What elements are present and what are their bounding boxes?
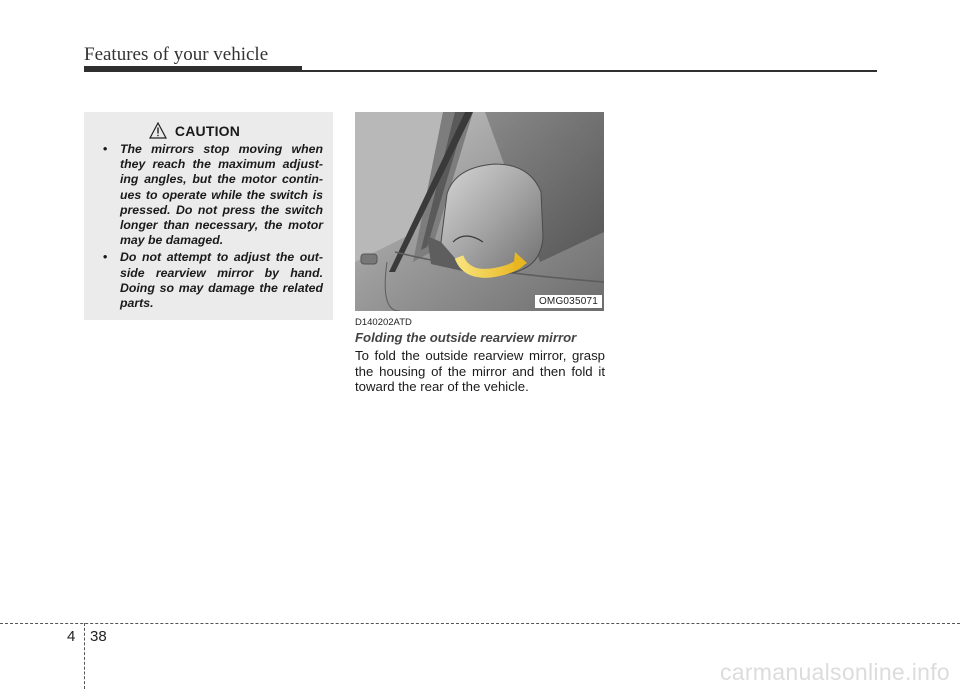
- warning-triangle-icon: [149, 122, 167, 139]
- section-code: D140202ATD: [355, 317, 412, 328]
- caution-item: • Do not attempt to adjust the out-side rearview mirror by hand. Doing so may damage the related parts.: [103, 250, 323, 311]
- caution-title: CAUTION: [174, 122, 241, 139]
- footer-divider: [84, 623, 85, 689]
- mirror-folding-illustration: [355, 112, 604, 311]
- caution-header: [96, 122, 323, 139]
- footer-rule: [0, 623, 960, 624]
- figure-code: OMG035071: [535, 295, 602, 308]
- caution-box: [84, 112, 333, 320]
- section-body: To fold the outside rearview mirror, grasp the housing of the mirror and then fold it toward the rear of the vehicle.: [355, 348, 605, 395]
- caution-list: [96, 142, 323, 311]
- page-number: 38: [90, 628, 107, 645]
- watermark: carmanualsonline.info: [719, 659, 950, 685]
- page-header-title: Features of your vehicle: [84, 44, 269, 65]
- chapter-number: 4: [67, 628, 76, 645]
- header-rule: [84, 70, 877, 72]
- section-heading: Folding the outside rearview mirror: [355, 330, 577, 345]
- caution-item: • The mirrors stop moving when they reach the maximum adjust-ing angles, but the motor contin-ues to operate while the switch is pressed. Do not press the switch longer than necessary, the motor may be damaged.: [103, 142, 323, 248]
